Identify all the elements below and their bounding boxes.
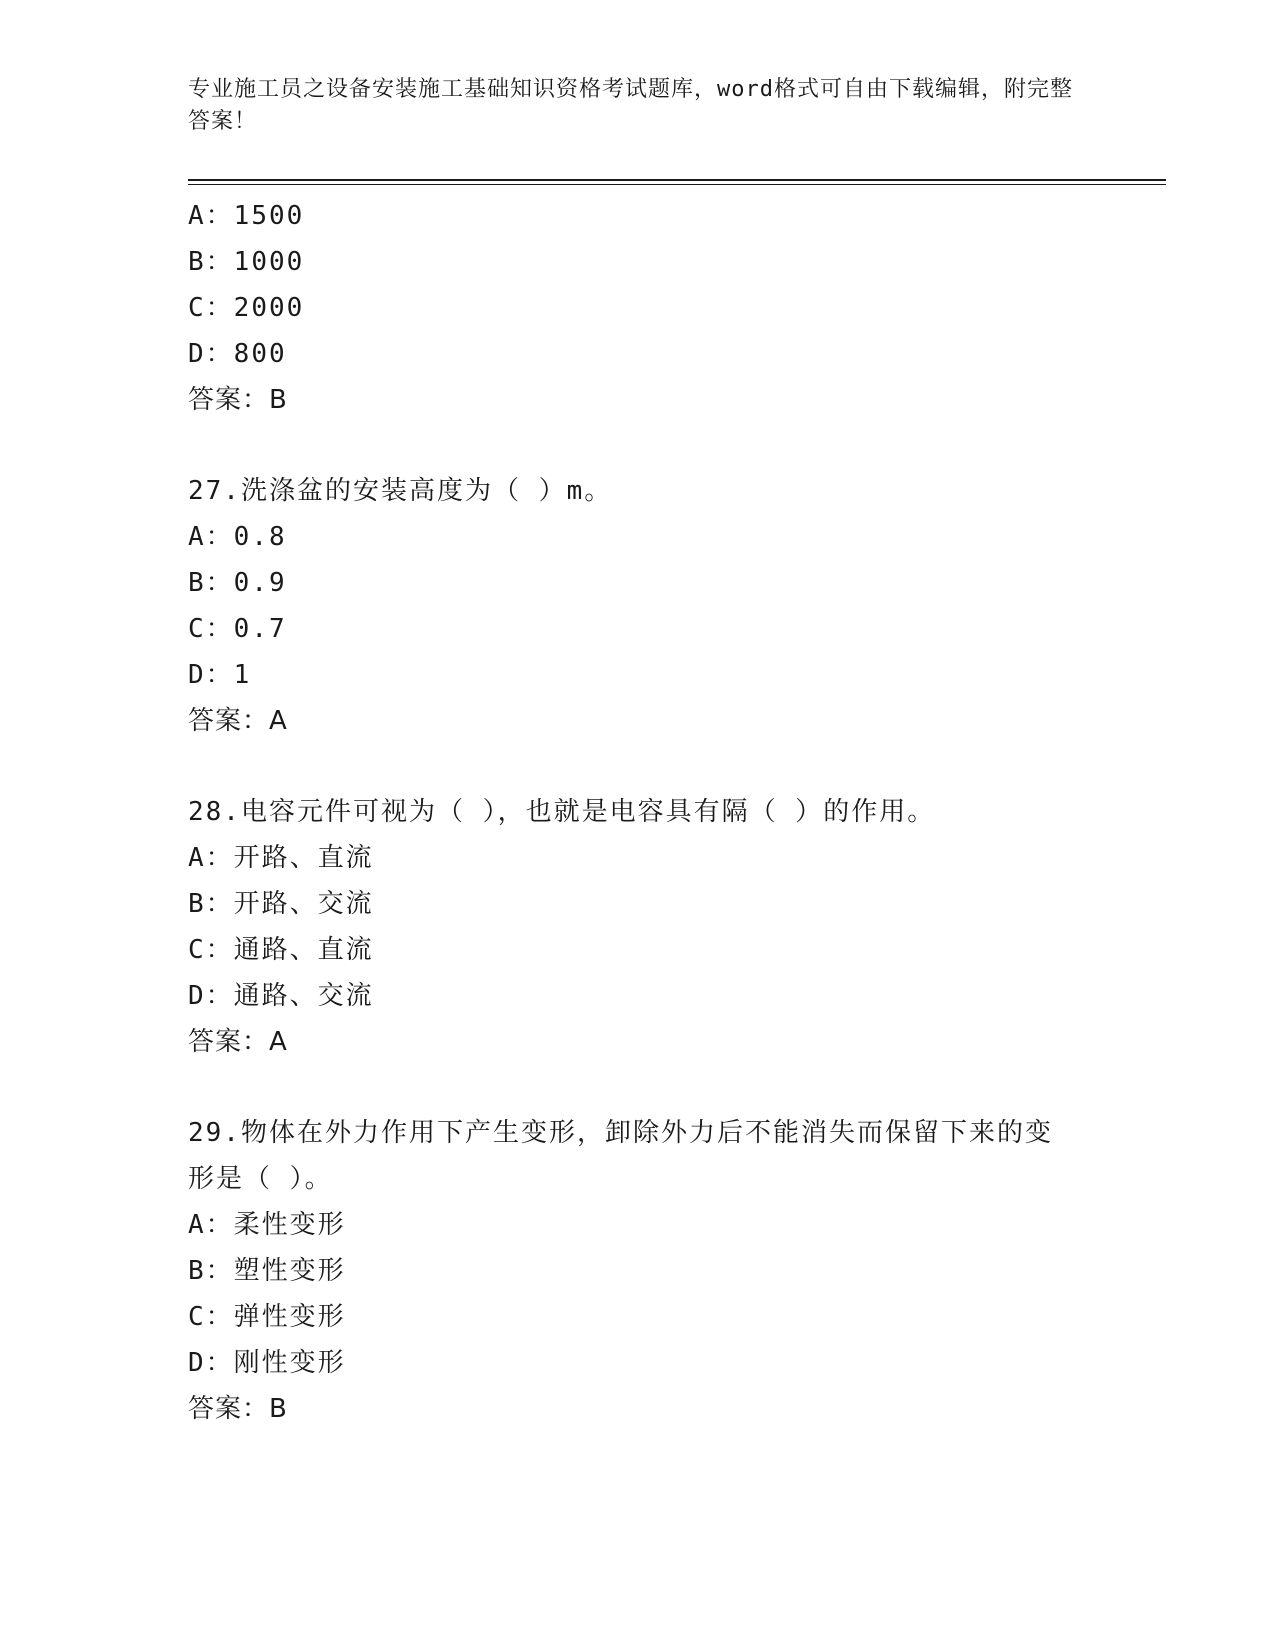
- question-stem: 29.物体在外力作用下产生变形，卸除外力后不能消失而保留下来的变形是（ ）。: [188, 1118, 1053, 1194]
- question-27: [188, 468, 1088, 744]
- header-divider-thin: [188, 184, 1166, 185]
- option-d: D：刚性变形: [188, 1348, 346, 1378]
- option-b: B：1000: [188, 247, 305, 277]
- option-c: C：2000: [188, 293, 305, 323]
- question-28: [188, 789, 1088, 1065]
- option-c: C：弹性变形: [188, 1302, 346, 1332]
- question-continued: [188, 193, 1088, 423]
- question-stem: 28.电容元件可视为（ ），也就是电容具有隔（ ）的作用。: [188, 797, 936, 827]
- option-d: D：通路、交流: [188, 981, 374, 1011]
- option-a: A：柔性变形: [188, 1210, 346, 1240]
- answer-line: 答案：B: [188, 385, 288, 415]
- question-list: [188, 193, 1088, 1432]
- option-d: D：800: [188, 339, 287, 369]
- option-b: B：0.9: [188, 568, 287, 598]
- option-b: B：开路、交流: [188, 889, 374, 919]
- option-a: A：0.8: [188, 522, 287, 552]
- question-29: [188, 1110, 1088, 1432]
- option-b: B：塑性变形: [188, 1256, 346, 1286]
- option-c: C：0.7: [188, 614, 287, 644]
- answer-line: 答案：B: [188, 1394, 288, 1424]
- option-a: A：1500: [188, 201, 305, 231]
- option-a: A：开路、直流: [188, 843, 374, 873]
- option-c: C：通路、直流: [188, 935, 374, 965]
- answer-line: 答案：A: [188, 1027, 288, 1057]
- document-header: 专业施工员之设备安装施工基础知识资格考试题库，word格式可自由下载编辑，附完整答案！: [188, 77, 1073, 134]
- question-stem: 27.洗涤盆的安装高度为（ ）m。: [188, 476, 613, 506]
- option-d: D：1: [188, 660, 252, 690]
- answer-line: 答案：A: [188, 706, 288, 736]
- header-divider-thick: [188, 179, 1166, 181]
